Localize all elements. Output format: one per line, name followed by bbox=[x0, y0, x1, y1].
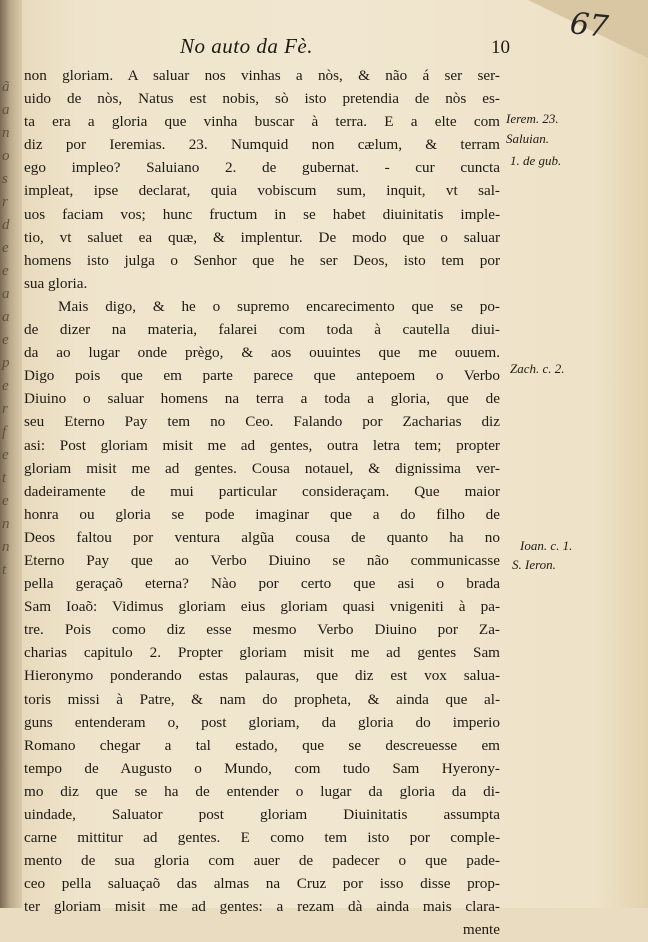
catchword: mente bbox=[462, 921, 500, 939]
bleed-letter: e bbox=[2, 263, 9, 279]
text-line: tempo de Augusto o Mundo, com tudo Sam Hyerony- bbox=[24, 759, 500, 777]
text-line: charias capitulo 2. Propter gloriam misit me ad gentes Sam bbox=[24, 644, 500, 662]
bleed-letter: a bbox=[2, 102, 10, 118]
text-line: Hieronymo ponderando estas palauras, que diz est vox salua- bbox=[24, 667, 500, 685]
text-line: pella geraçaõ eterna? Nào por certo que asi o brada bbox=[24, 575, 500, 593]
text-line: uido de nòs, Natus est nobis, sò isto pretendia de nòs es- bbox=[24, 90, 500, 108]
text-line: non gloriam. A saluar nos vinhas a nòs, & não á ser ser- bbox=[24, 67, 500, 84]
bleed-letter: r bbox=[2, 401, 8, 417]
pencil-folio-number: 67 bbox=[568, 6, 610, 45]
bleed-letter: r bbox=[2, 194, 8, 210]
margin-note-zacharias: Zach. c. 2. bbox=[510, 361, 565, 376]
bleed-letter: e bbox=[2, 447, 9, 463]
text-line: ceo pella saluaçaõ das almas na Cruz por isso disse prop- bbox=[24, 875, 500, 893]
running-header bbox=[180, 34, 510, 59]
bleed-letter: ã bbox=[2, 79, 10, 95]
text-line: asi: Post gloriam misit me ad gentes, outra letra tem; propter bbox=[24, 436, 500, 454]
page-number: 10 bbox=[491, 37, 510, 58]
bleed-letter: t bbox=[2, 470, 7, 486]
bleed-letter: o bbox=[2, 148, 10, 164]
bleed-letter: s bbox=[2, 171, 8, 187]
bleed-letter: e bbox=[2, 493, 9, 509]
bleed-letter: n bbox=[2, 516, 10, 532]
text-line: gloriam misit me ad gentes. Cousa notauel, & dignissima ver- bbox=[24, 459, 500, 477]
margin-note-jeremias: Ierem. 23. bbox=[506, 111, 559, 126]
text-line: diz por Ieremias. 23. Numquid non cælum, & terram bbox=[24, 136, 500, 154]
body-text bbox=[24, 64, 500, 942]
text-line: honra ou gloria se pode imaginar que a do filho de bbox=[24, 505, 500, 523]
text-line: da ao lugar onde prègo, & aos ouuintes que me ouuem. bbox=[24, 344, 500, 362]
text-line: Eterno Pay que ao Verbo Diuino se não communicasse bbox=[24, 551, 500, 569]
text-line: ta era a gloria que vinha buscar à terra. E a elte com bbox=[24, 113, 500, 131]
bleed-letter: e bbox=[2, 378, 9, 394]
margin-note-joao: Ioan. c. 1. bbox=[520, 538, 573, 553]
text-line: dadeiramente de mui particular consideraçam. Que maior bbox=[24, 482, 500, 500]
bleed-letter: d bbox=[2, 217, 10, 233]
bleed-letter: e bbox=[2, 332, 9, 348]
margin-note-salviano-book: 1. de gub. bbox=[510, 153, 562, 168]
bleed-letter: n bbox=[2, 539, 10, 555]
text-line: mo diz que se ha de entender o lugar da gloria da di- bbox=[24, 782, 500, 800]
text-line: Romano chegar a tal estado, que se descreuesse em bbox=[24, 736, 500, 754]
bleed-letter: t bbox=[2, 562, 7, 578]
margin-note-salviano: Saluian. bbox=[506, 131, 549, 146]
text-line: seu Eterno Pay tem no Ceo. Falando por Zacharias diz bbox=[24, 413, 500, 431]
bleed-letter: p bbox=[2, 355, 10, 371]
text-line: ego impleo? Saluiano 2. de gubernat. - cur cuncta bbox=[24, 159, 500, 177]
bleed-letter: a bbox=[2, 309, 10, 325]
text-line: Sam Ioaõ: Vidimus gloriam eius gloriam quasi vnigeniti à pa- bbox=[24, 598, 500, 616]
text-line: impleat, ipse declarat, quia vobiscum sum, inquit, vt sal- bbox=[24, 182, 500, 200]
text-line: tio, vt saluet ea quæ, & implentur. De modo que o saluar bbox=[24, 228, 500, 246]
text-line: Digo pois que em parte parece que antepoem o Verbo bbox=[24, 367, 500, 385]
bleed-letter: a bbox=[2, 286, 10, 302]
text-line: guns entenderam o, post gloriam, da gloria do imperio bbox=[24, 713, 500, 731]
bleed-through-letters bbox=[2, 80, 20, 586]
text-line: mento de sua gloria com auer de padecer o que pade- bbox=[24, 852, 500, 870]
text-line: ter gloriam misit me ad gentes: a rezam dà ainda mais clara- bbox=[24, 898, 500, 916]
text-line: tre. Pois como diz esse mesmo Verbo Diuino por Za- bbox=[24, 621, 500, 639]
text-line: de dizer na materia, falarei com toda à cautella diui- bbox=[24, 321, 500, 339]
text-line: homens isto julga o Senhor que he ser Deos, isto tem por bbox=[24, 251, 500, 269]
running-title: No auto da Fè. bbox=[180, 34, 313, 58]
bleed-letter: e bbox=[2, 240, 9, 256]
text-line: Mais digo, & he o supremo encarecimento que se po- bbox=[58, 297, 500, 315]
text-line: Diuino o saluar homens na terra a toda a gloria, que de bbox=[24, 390, 500, 408]
text-line: carne mittitur ad gentes. E como tem isto por comple- bbox=[24, 829, 500, 847]
text-line: Deos faltou por ventura algũa cousa de quanto ha no bbox=[24, 528, 500, 546]
text-line: toris missi à Patre, & nam do propheta, & ainda que al- bbox=[24, 690, 500, 708]
text-line: sua gloria. bbox=[24, 274, 88, 292]
bleed-letter: n bbox=[2, 125, 10, 141]
text-line: uindade, Saluator post gloriam Diuinitatis assumpta bbox=[24, 806, 500, 823]
margin-note-jeronimo: S. Ieron. bbox=[512, 557, 556, 572]
bleed-letter: f bbox=[2, 424, 7, 440]
text-line: uos faciam vos; hunc fructum in se habet diuinitatis imple- bbox=[24, 205, 500, 223]
